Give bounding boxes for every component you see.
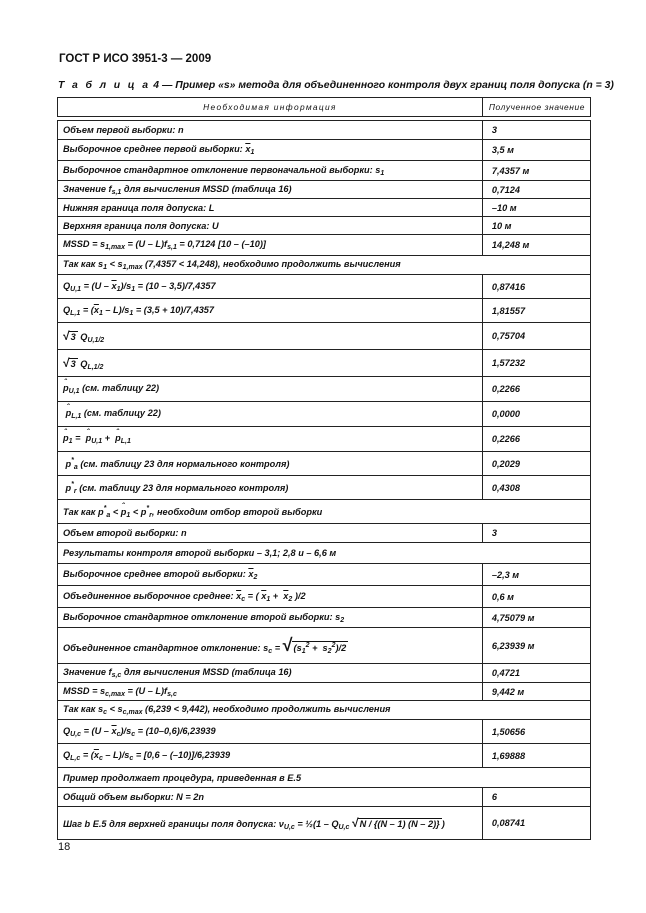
info-cell-wide: Пример продолжает процедура, приведенная в Е.5 (58, 768, 591, 788)
info-cell: √3 $Q_{L,1/2}$ (58, 350, 483, 377)
info-cell: ˆ $p_{U,1}$ (см. таблицу 22) (58, 377, 483, 402)
table-row (58, 628, 591, 664)
table-row (58, 664, 591, 683)
table-caption-text: 4 — Пример «s» метода для объединенного контроля двух границ поля допуска (n = 3) (153, 80, 614, 91)
info-cell: Объем второй выборки: n (58, 524, 483, 543)
value-cell: 3 (482, 524, 590, 543)
document-header: ГОСТ Р ИСО 3951-3 — 2009 (59, 53, 212, 65)
info-cell: Шаг b Е.5 для верхней границы поля допуска: $\nu_{U,c}$ = ½(1 – $Q_{U,c}$ √N / {(N – 1) (N – 2)} ) (58, 807, 483, 840)
table-row (58, 543, 591, 564)
info-cell: Объединенное стандартное отклонение: $s_c = √(s_1^2 + s_2^2)/2$ (58, 628, 483, 664)
value-cell: 0,0000 (482, 402, 590, 427)
value-cell: 0,7124 (482, 181, 590, 199)
table-row (58, 683, 591, 701)
info-cell: $p^*_r$ (см. таблицу 23 для нормального контроля) (58, 476, 483, 500)
value-cell: 3,5 м (482, 140, 590, 161)
info-cell: Нижняя граница поля допуска: L (58, 199, 483, 217)
value-cell: 6,23939 м (482, 628, 590, 664)
value-cell: 14,248 м (482, 235, 590, 256)
table-row (58, 720, 591, 744)
info-cell-wide: Результаты контроля второй выборки – 3,1; 2,8 и – 6,6 м (58, 543, 591, 564)
column-header-info: Необходимая информация (58, 98, 483, 117)
value-cell: 6 (482, 788, 590, 807)
value-cell: 0,2029 (482, 452, 590, 476)
value-cell: 3 (482, 121, 590, 140)
info-cell: Общий объем выборки: N = 2n (58, 788, 483, 807)
value-cell: 10 м (482, 217, 590, 235)
table-row (58, 140, 591, 161)
value-cell: –2,3 м (482, 564, 590, 586)
value-cell: –10 м (482, 199, 590, 217)
table-row (58, 500, 591, 524)
info-cell: √3 $Q_{U,1/2}$ (58, 323, 483, 350)
info-cell: Выборочное стандартное отклонение первоначальной выборки: $s_1$ (58, 161, 483, 181)
info-cell: Объем первой выборки: n (58, 121, 483, 140)
info-cell-wide: Так как $s_c < s_{c,max}$ (6,239 < 9,442), необходимо продолжить вычисления (58, 701, 591, 720)
table-row (58, 121, 591, 140)
table-row (58, 377, 591, 402)
info-cell: $Q_{U,c} = (U - \overline{x}_c)/s_c = (10-0,6)/6,23939$ (58, 720, 483, 744)
value-cell: 4,75079 м (482, 608, 590, 628)
table-row (58, 235, 591, 256)
table-row (58, 217, 591, 235)
example-table (57, 97, 591, 840)
info-cell: Значение $f_{s,c}$ для вычисления MSSD (таблица 16) (58, 664, 483, 683)
info-cell: ˆ $p_1$ = ˆ $p_{U,1}$ + ˆ $p_{L,1}$ (58, 427, 483, 452)
table-row (58, 299, 591, 323)
value-cell: 0,4721 (482, 664, 590, 683)
table-row (58, 452, 591, 476)
table-row (58, 350, 591, 377)
value-cell: 0,2266 (482, 377, 590, 402)
info-cell: $Q_{L,c} = (\overline{x}_c - L)/s_c = [0,6 - (-10)]/6,23939$ (58, 744, 483, 768)
value-cell: 0,6 м (482, 586, 590, 608)
table-row (58, 768, 591, 788)
info-cell: $Q_{U,1} = (U - \overline{x}_1)/s_1 = (10 - 3,5)/7,4357$ (58, 275, 483, 299)
value-cell: 1,57232 (482, 350, 590, 377)
value-cell: 7,4357 м (482, 161, 590, 181)
value-cell: 1,50656 (482, 720, 590, 744)
value-cell: 1,81557 (482, 299, 590, 323)
info-cell-wide: Так как $p^*_a$ < ˆ $p_1 < p^*_r$, необходим отбор второй выборки (58, 500, 591, 524)
table-row (58, 476, 591, 500)
table-caption-label: Т а б л и ц а (58, 80, 151, 91)
table-row (58, 586, 591, 608)
table-row (58, 323, 591, 350)
table-row (58, 402, 591, 427)
value-cell: 0,08741 (482, 807, 590, 840)
table-row (58, 181, 591, 199)
table-header-row (58, 98, 591, 117)
table-row (58, 256, 591, 275)
value-cell: 0,4308 (482, 476, 590, 500)
table-row (58, 199, 591, 217)
info-cell: Верхняя граница поля допуска: U (58, 217, 483, 235)
info-cell: Выборочное стандартное отклонение второй выборки: $s_2$ (58, 608, 483, 628)
column-header-value: Полученное значение (482, 98, 590, 117)
table-row (58, 807, 591, 840)
info-cell: MSSD = $s_{1,max} = (U - L)f_{s,1} = 0,7124$ [10 – (–10)] (58, 235, 483, 256)
table-row (58, 701, 591, 720)
info-cell: Значение $f_{s,1}$ для вычисления MSSD (таблица 16) (58, 181, 483, 199)
info-cell: Выборочное среднее второй выборки: $\overline{x}_2$ (58, 564, 483, 586)
info-cell: ˆ $p_{L,1}$ (см. таблицу 22) (58, 402, 483, 427)
table-row (58, 427, 591, 452)
info-cell: MSSD = $s_{c,max} = (U - L)f_{s,c}$ (58, 683, 483, 701)
table-row (58, 161, 591, 181)
value-cell: 0,75704 (482, 323, 590, 350)
info-cell: $p^*_a$ (см. таблицу 23 для нормального контроля) (58, 452, 483, 476)
table-caption (58, 80, 614, 91)
table-row (58, 608, 591, 628)
table-row (58, 524, 591, 543)
info-cell: $Q_{L,1} = (\overline{x}_1 - L)/s_1 = (3,5 + 10)/7,4357$ (58, 299, 483, 323)
info-cell: Объединенное выборочное среднее: $\overline{x}_c$ = ( $\overline{x}_1 + \overline{x}_2$ )/2 (58, 586, 483, 608)
value-cell: 9,442 м (482, 683, 590, 701)
value-cell: 1,69888 (482, 744, 590, 768)
info-cell-wide: Так как $s_1 < s_{1,max}$ (7,4357 < 14,248), необходимо продолжить вычисления (58, 256, 591, 275)
info-cell: Выборочное среднее первой выборки: $\overline{x}_1$ (58, 140, 483, 161)
table-row (58, 788, 591, 807)
table-row (58, 564, 591, 586)
value-cell: 0,2266 (482, 427, 590, 452)
page-number: 18 (58, 841, 71, 853)
table-row (58, 275, 591, 299)
table-row (58, 744, 591, 768)
value-cell: 0,87416 (482, 275, 590, 299)
